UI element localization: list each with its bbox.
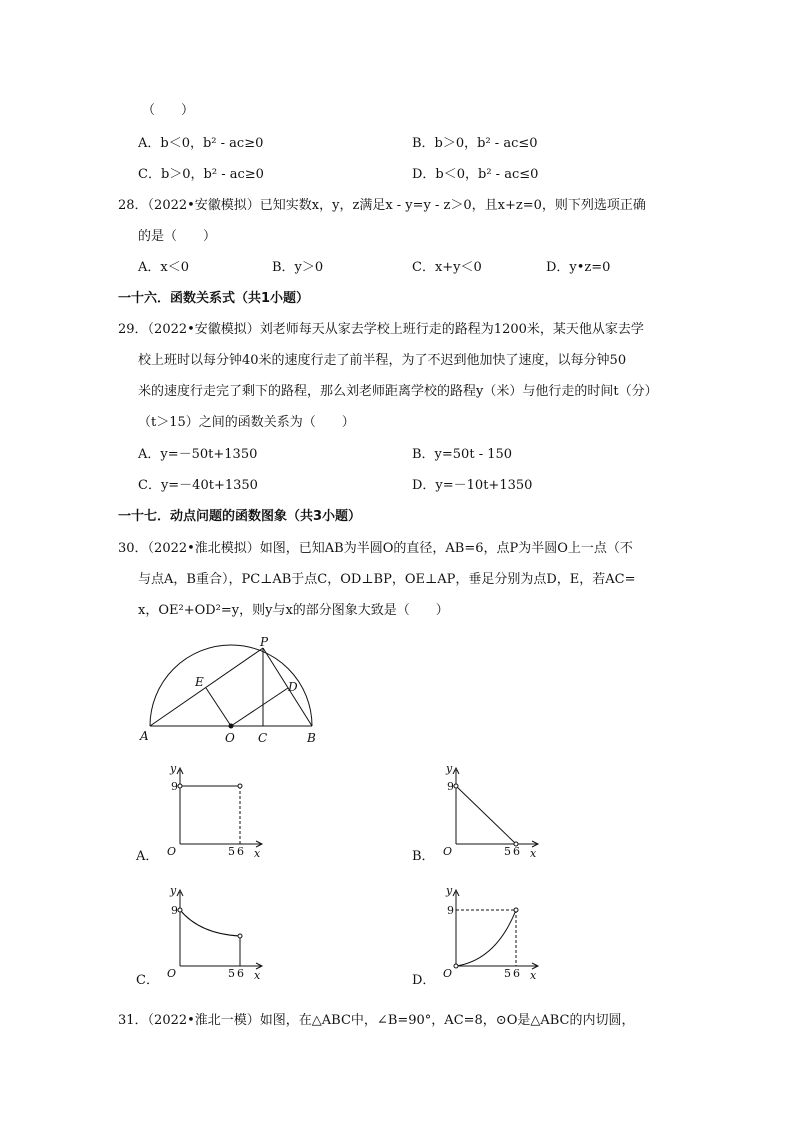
y-tick-9: 9 (171, 780, 178, 793)
q27-option-a[interactable]: A．b＜0，b² - ac≥0 (138, 136, 264, 151)
q28-option-c[interactable]: C．x+y＜0 (412, 260, 482, 275)
x-tick-6: 6 (513, 845, 520, 858)
origin-label: O (167, 845, 177, 858)
graph-option-b-label[interactable]: B． (412, 849, 435, 864)
segment-ap (150, 648, 263, 726)
q29-option-b[interactable]: B．y=50t - 150 (412, 447, 513, 462)
section-title-16: 一十六．函数关系式（共1小题） (118, 291, 310, 306)
x-tick-6: 6 (513, 967, 520, 980)
q29-stem-line2: 校上班时以每分钟40米的速度行走了前半程，为了不迟到他加快了速度，以每分钟50 (138, 353, 627, 368)
x-axis-label: x (254, 969, 261, 982)
q28-stem-line1: 28．（2022•安徽模拟）已知实数x，y，z满足x - y=y - z＞0，且x+z=0，则下列选项正确 (118, 198, 646, 213)
graph-option-a[interactable] (160, 760, 270, 860)
q29-option-d[interactable]: D．y=－10t+1350 (412, 478, 533, 493)
q28-stem-line2: 的是（ ） (138, 229, 217, 244)
origin-label: O (167, 967, 177, 980)
semicircle-figure (138, 636, 338, 746)
y-tick-9: 9 (447, 780, 454, 793)
q30-stem-line3: x，OE²+OD²=y，则y与x的部分图象大致是（ ） (138, 603, 449, 618)
q29-stem-line4: （t＞15）之间的函数关系为（ ） (138, 415, 355, 430)
origin-label: O (443, 967, 453, 980)
graph-option-d-label[interactable]: D． (412, 973, 436, 988)
q27-option-d[interactable]: D．b＜0，b² - ac≤0 (412, 167, 539, 182)
q28-option-a[interactable]: A．x＜0 (138, 260, 189, 275)
x-axis-label: x (530, 969, 537, 982)
y-axis-label: y (170, 762, 177, 775)
q27-option-b[interactable]: B．b＞0，b² - ac≤0 (412, 136, 538, 151)
y-tick-9: 9 (447, 904, 454, 917)
y-axis-label: y (446, 884, 453, 897)
graph-option-c-label[interactable]: C． (136, 973, 159, 988)
q31-stem-line1: 31．（2022•淮北一模）如图，在△ABC中，∠B=90°，AC=8，⊙O是△ABC的内切圆， (118, 1013, 635, 1028)
graph-b-curve (456, 786, 516, 844)
q27-option-c[interactable]: C．b＞0，b² - ac≥0 (138, 167, 264, 182)
graph-option-c[interactable] (160, 882, 270, 982)
graph-d-curve (456, 910, 516, 966)
y-axis-label: y (446, 762, 453, 775)
section-title-17: 一十七．动点问题的函数图象（共3小题） (118, 509, 362, 524)
graph-c-curve (180, 910, 240, 936)
label-b: B (307, 731, 316, 745)
y-tick-9: 9 (171, 904, 178, 917)
q30-stem-line2: 与点A，B重合），PC⊥AB于点C，OD⊥BP，OE⊥AP，垂足分别为点D，E，若AC= (138, 572, 636, 587)
graph-option-a-label[interactable]: A． (136, 849, 159, 864)
center-point-o (229, 724, 234, 729)
y-axis-label: y (170, 884, 177, 897)
q30-stem-line1: 30．（2022•淮北模拟）如图，已知AB为半圆O的直径，AB=6，点P为半圆O上一点（不 (118, 541, 633, 556)
x-tick-5: 5 (504, 845, 511, 858)
x-tick-6: 6 (237, 967, 244, 980)
x-axis-label: x (530, 847, 537, 860)
x-tick-6: 6 (237, 845, 244, 858)
q28-option-d[interactable]: D．y•z=0 (546, 260, 611, 275)
segment-oe (206, 688, 231, 726)
x-axis-label: x (254, 847, 261, 860)
x-tick-5: 5 (228, 967, 235, 980)
label-c: C (258, 731, 268, 745)
q29-stem-line1: 29．（2022•安徽模拟）刘老师每天从家去学校上班行走的路程为1200米，某天他从家去学 (118, 322, 644, 337)
q29-option-a[interactable]: A．y=－50t+1350 (138, 447, 258, 462)
label-e: E (195, 675, 204, 689)
q29-option-c[interactable]: C．y=－40t+1350 (138, 478, 258, 493)
origin-label: O (443, 845, 453, 858)
label-p: P (260, 636, 269, 649)
x-tick-5: 5 (504, 967, 511, 980)
segment-od (231, 688, 288, 726)
label-d: D (288, 680, 298, 694)
graph-option-b[interactable] (436, 760, 546, 860)
q27-paren: （ ） (142, 103, 195, 118)
x-tick-5: 5 (228, 845, 235, 858)
graph-option-d[interactable] (436, 882, 546, 982)
label-a: A (140, 729, 149, 743)
q29-stem-line3: 米的速度行走完了剩下的路程，那么刘老师距离学校的路程y（米）与他行走的时间t（分） (138, 384, 658, 399)
label-o: O (225, 731, 235, 745)
q28-option-b[interactable]: B．y＞0 (272, 260, 324, 275)
